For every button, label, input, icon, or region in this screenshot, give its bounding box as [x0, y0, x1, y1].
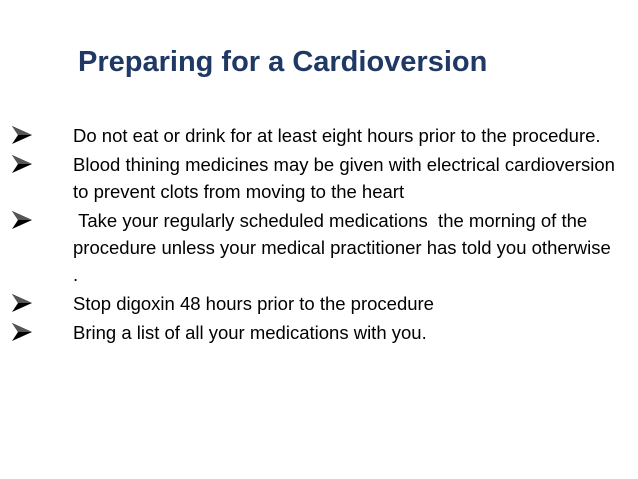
bullet-text: Do not eat or drink for at least eight hours prior to the procedure. [73, 125, 601, 146]
bullet-list [0, 122, 638, 348]
bullet-text: Blood thining medicines may be given with electrical cardioversion to prevent clots from moving to the heart [73, 154, 615, 202]
bullet-item [0, 122, 638, 149]
arrowhead-bullet-icon [10, 154, 34, 174]
arrowhead-bullet-icon [10, 210, 34, 230]
slide-title: Preparing for a Cardioversion [78, 46, 488, 78]
arrowhead-bullet-icon [10, 125, 34, 145]
bullet-item [0, 290, 638, 317]
bullet-text: Take your regularly scheduled medications the morning of the procedure unless your medical practitioner has told you otherwise . [73, 210, 616, 285]
arrowhead-bullet-icon [10, 322, 34, 342]
bullet-item [0, 319, 638, 346]
bullet-text: Bring a list of all your medications with you. [73, 322, 427, 343]
arrowhead-bullet-icon [10, 293, 34, 313]
bullet-text: Stop digoxin 48 hours prior to the procedure [73, 293, 434, 314]
bullet-item [0, 207, 638, 288]
bullet-item [0, 151, 638, 205]
